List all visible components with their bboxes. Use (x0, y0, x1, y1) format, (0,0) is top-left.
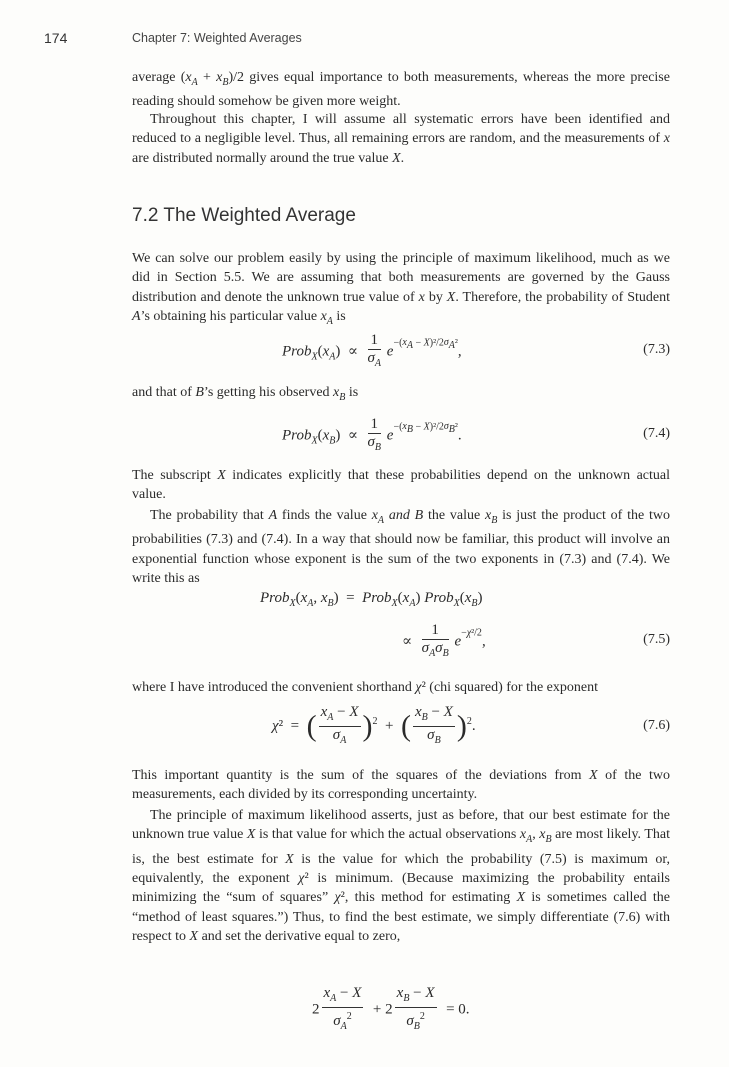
paragraph-9 (132, 806, 670, 947)
equation-7-5-line-1: $Prob_X(x_A$, $x_B$) = $Prob_X(x_A)$ $Prob_X(x_B)$ (260, 590, 483, 609)
equation-label: (7.4) (643, 426, 670, 441)
running-head: Chapter 7: Weighted Averages (132, 31, 302, 45)
paragraph-text: average $(x_A + x_B)/2$ gives equal importance to both measurements, whereas the more precise reading should somehow be given more weight. (132, 70, 670, 110)
paragraph-text: Throughout this chapter, I will assume all systematic errors have been identified and reduced to a negligible level. Thus, all remaining errors are random, and the measurements of x are distributed normally around the true value X. (132, 112, 670, 166)
paragraph-7 (132, 678, 670, 697)
paragraph-4 (132, 383, 670, 407)
equation-7-4: $Prob_X(x_B)$ ∝ $\frac{1}{\sigma_B}$ $e^{-(x_B - X)^2/2\sigma_B^2}$. (7.4) (282, 416, 670, 453)
paragraph-text: The probability that A finds the value $x_A$ and B the value $x_B$ is just the product of the two probabilities (7.3) and (7.4). In a way that should now be familiar, this product will involve an exponential function whose exponent is the sum of the two exponents in (7.3) and (7.4). We write this as (132, 508, 671, 587)
paragraph-2 (132, 110, 670, 168)
equation-7-6: χ² = ( $\frac{x_A - X}{\sigma_A}$ )$^2$ + ( $\frac{x_B - X}{\sigma_B}$ )$^2$. (7.6) (272, 704, 670, 746)
equation-7-3: $Prob_X(x_A)$ ∝ $\frac{1}{\sigma_A}$ $e^{-(x_A - X)^2/2\sigma_A^2}$, (7.3) (282, 332, 670, 369)
paragraph-text: The subscript X indicates explicitly that these probabilities depend on the unknown actual value. (132, 468, 670, 503)
paragraph-text: The principle of maximum likelihood asserts, just as before, that our best estimate for the unknown true value X is that value for which the actual observations $x_A$, $x_B$ are most likely. That is, the best estimate for X is the value for which the probability (7.5) is maximum or, equivalently, the exponent χ² is minimum. (Because maximizing the probability entails minimizing the “sum of squares” χ², this method for estimating X is sometimes called the “method of least squares.”) Thus, to find the best estimate, we simply differentiate (7.6) with respect to X and set the derivative equal to zero, (132, 808, 671, 945)
equation-derivative: 2 $\frac{x_A - X}{\sigma_A^2}$ + 2 $\frac{x_B - X}{\sigma_B^2}$ = 0. (312, 985, 470, 1032)
paragraph-5 (132, 466, 670, 505)
equation-label: (7.5) (643, 632, 670, 647)
paragraph-1 (132, 68, 670, 112)
equation-label: (7.6) (643, 718, 670, 733)
equation-label: (7.3) (643, 342, 670, 357)
paragraph-text: We can solve our problem easily by using the principle of maximum likelihood, much as we did in Section 5.5. We are assuming that both measurements are governed by the Gauss distribution and denote the unknown true value of x by X. Therefore, the probability of Student A’s obtaining his particular value $x_A$ is (132, 251, 671, 328)
page-number: 174 (44, 30, 68, 46)
paragraph-6 (132, 506, 670, 588)
paragraph-text: This important quantity is the sum of the squares of the deviations from X of the two measurements, each divided by its corresponding uncertainty. (132, 768, 670, 803)
paragraph-text: and that of B’s getting his observed $x_B$ is (132, 385, 359, 403)
page-header (0, 30, 729, 50)
paragraph-3 (132, 249, 670, 331)
equation-7-5: ∝ $\frac{1}{\sigma_A\sigma_B}$ $e^{-\chi^2/2}$, (7.5) (402, 622, 670, 659)
section-title: 7.2 The Weighted Average (132, 205, 356, 226)
section-heading (132, 205, 670, 227)
paragraph-text: where I have introduced the convenient shorthand χ² (chi squared) for the exponent (132, 680, 598, 695)
paragraph-8 (132, 766, 670, 805)
